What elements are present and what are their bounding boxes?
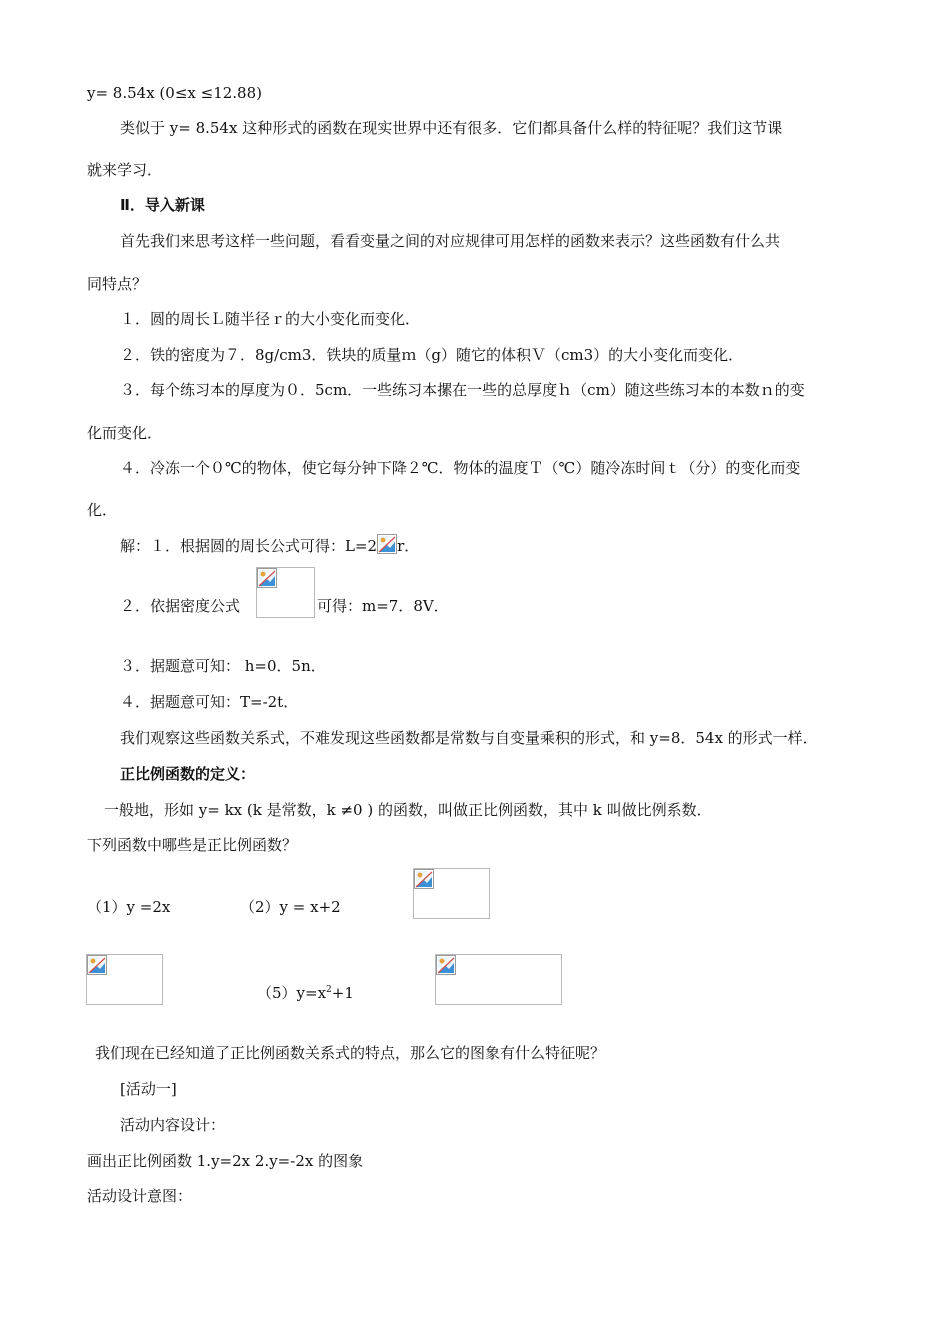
text-line: ２．依据密度公式 — [120, 597, 241, 615]
broken-image-icon — [436, 955, 456, 975]
text-line: 下列函数中哪些是正比例函数？ — [87, 836, 298, 854]
image-placeholder — [435, 954, 562, 1005]
image-placeholder — [86, 954, 163, 1005]
text-line: 活动设计意图： — [87, 1187, 193, 1205]
text-line: １．圆的周长Ｌ随半径ｒ的大小变化而变化． — [120, 310, 421, 328]
text-line: ２．铁的密度为７．8g/cm3．铁块的质量ｍ（g）随它的体积Ｖ（cm3）的大小变化而变化． — [120, 346, 744, 364]
text-segment: +1 — [331, 984, 354, 1002]
broken-image-icon — [257, 568, 277, 588]
text-line: 同特点？ — [87, 275, 148, 293]
text-line: ３．据题意可知： h=0．5n． — [120, 657, 326, 675]
image-placeholder — [256, 567, 315, 618]
broken-image-icon — [87, 955, 107, 975]
text-line: 首先我们来思考这样一些问题，看看变量之间的对应规律可用怎样的函数来表示？这些函数有什么共 — [120, 232, 781, 250]
text-segment: 解：１．根据圆的周长公式可得：L=2 — [120, 537, 378, 555]
question-item: （1）y =2x — [87, 898, 171, 916]
text-line: [活动一] — [120, 1080, 177, 1098]
broken-image-icon — [377, 534, 397, 554]
superscript: 2 — [326, 985, 332, 995]
broken-image-icon — [414, 869, 434, 889]
question-item: （2）y = x+2 — [240, 898, 341, 916]
text-line: 类似于 y= 8.54x 这种形式的函数在现实世界中还有很多．它们都具备什么样的特征呢？我们这节课 — [120, 119, 783, 137]
question-item — [257, 983, 354, 1003]
text-line: ４．冷冻一个０℃的物体，使它每分钟下降２℃．物体的温度Ｔ（℃）随冷冻时间ｔ（分）的变化而变 — [120, 459, 801, 477]
text-line: y= 8.54x (0≤x ≤12.88) — [87, 84, 262, 102]
text-line: 一般地，形如 y= kx (k 是常数，k ≠0 ) 的函数，叫做正比例函数，其中 k 叫做比例系数． — [104, 801, 712, 819]
text-line: 化而变化． — [87, 424, 163, 442]
text-line: 就来学习． — [87, 161, 163, 179]
section-heading: 正比例函数的定义： — [120, 765, 256, 783]
text-line: ４．据题意可知：T=-2t． — [120, 693, 299, 711]
text-line: 我们观察这些函数关系式，不难发现这些函数都是常数与自变量乘积的形式，和 y=8．54x 的形式一样． — [120, 729, 818, 747]
text-line: 可得：m=7．8V． — [317, 597, 449, 615]
text-line: 化． — [87, 501, 118, 519]
text-line: 活动内容设计： — [120, 1116, 226, 1134]
text-line: 我们现在已经知道了正比例函数关系式的特点，那么它的图象有什么特征呢？ — [95, 1044, 606, 1062]
text-segment: （5）y=x — [257, 984, 327, 1002]
text-line: ３．每个练习本的厚度为０．5cm．一些练习本摞在一些的总厚度ｈ（cm）随这些练习本的本数ｎ的变 — [120, 381, 805, 399]
text-segment: r． — [397, 537, 420, 555]
section-heading: Ⅱ．导入新课 — [120, 196, 205, 214]
solution-line-1 — [120, 534, 419, 556]
image-placeholder — [413, 868, 490, 919]
text-line: 画出正比例函数 1.y=2x 2.y=-2x 的图象 — [87, 1152, 364, 1170]
